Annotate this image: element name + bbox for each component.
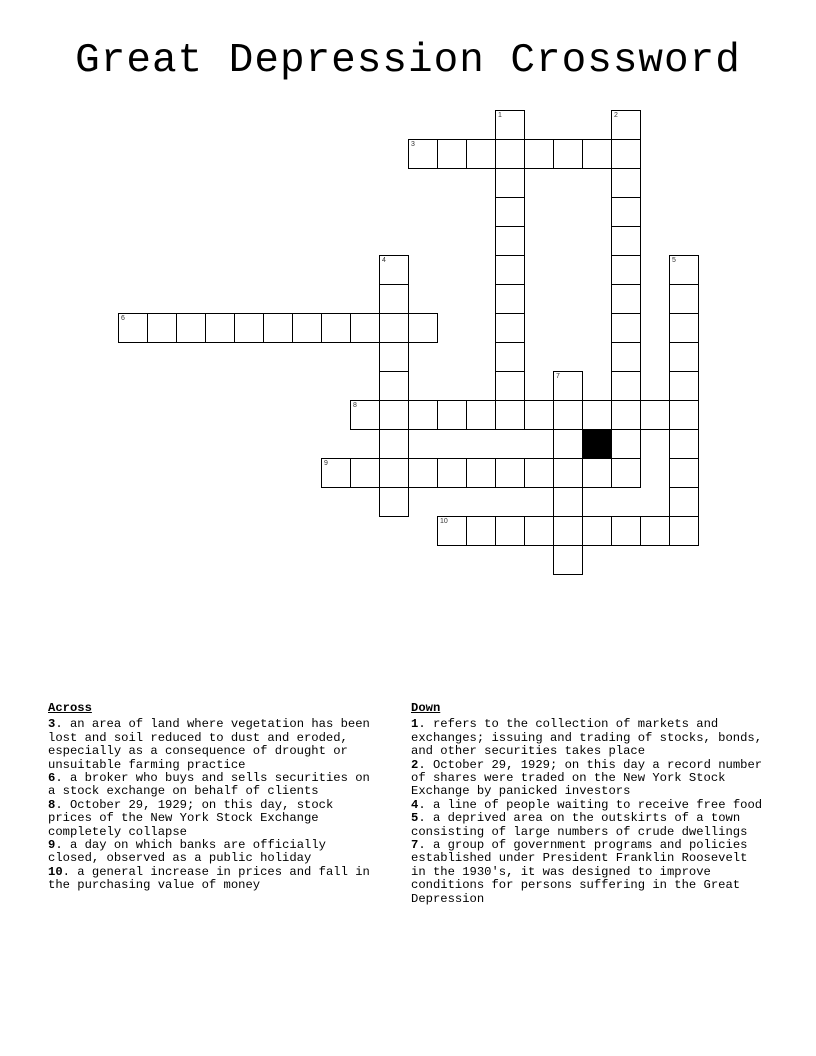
clue-text: an area of land where vegetation has been lost and soil reduced to dust and eroded, especially as a consequence of drought or unsuitable farming practice xyxy=(48,717,370,772)
crossword-cell[interactable] xyxy=(495,400,525,430)
crossword-cell[interactable] xyxy=(582,516,612,546)
crossword-cell[interactable] xyxy=(321,313,351,343)
crossword-cell[interactable] xyxy=(611,284,641,314)
crossword-cell[interactable] xyxy=(350,313,380,343)
crossword-cell[interactable] xyxy=(379,284,409,314)
crossword-cell[interactable] xyxy=(640,516,670,546)
crossword-cell[interactable] xyxy=(379,429,409,459)
clue-text: a group of government programs and policies established under President Franklin Roosevelt in the 1930's, it was designed to improve conditions for persons suffering in the Great Depression xyxy=(411,838,748,906)
across-clues xyxy=(48,702,383,893)
clue-text: a broker who buys and sells securities on a stock exchange on behalf of clients xyxy=(48,771,370,799)
down-clue: 5. a deprived area on the outskirts of a town consisting of large numbers of crude dwellings xyxy=(411,811,748,839)
clue-text: refers to the collection of markets and exchanges; issuing and trading of stocks, bonds, and other securities takes place xyxy=(411,717,763,759)
clue-text: a general increase in prices and fall in the purchasing value of money xyxy=(48,864,370,893)
page-title: Great Depression Crossword xyxy=(75,38,741,84)
clue-number: 4 xyxy=(411,797,419,812)
crossword-cell[interactable] xyxy=(408,313,438,343)
crossword-cell[interactable] xyxy=(495,342,525,372)
crossword-cell[interactable] xyxy=(669,429,699,459)
crossword-cell[interactable] xyxy=(495,226,525,256)
crossword-cell[interactable] xyxy=(553,545,583,575)
crossword-cell[interactable] xyxy=(495,110,525,140)
across-clue: 6. a broker who buys and sells securities on a stock exchange on behalf of clients xyxy=(48,771,370,799)
cell-number: 8 xyxy=(353,402,357,409)
crossword-cell[interactable] xyxy=(669,458,699,488)
down-clue: 7. a group of government programs and policies established under President Franklin Roosevelt in the 1930's, it was designed to improve conditions for persons suffering in the Great Depression xyxy=(411,838,748,906)
across-clue-list xyxy=(48,718,383,892)
crossword-cell[interactable] xyxy=(495,168,525,198)
crossword-cell[interactable] xyxy=(611,313,641,343)
cell-number: 5 xyxy=(672,257,676,264)
crossword-cell[interactable] xyxy=(553,400,583,430)
crossword-cell[interactable] xyxy=(611,139,641,169)
cell-number: 10 xyxy=(440,518,448,525)
clue-number: 7 xyxy=(411,838,419,853)
crossword-cell[interactable] xyxy=(495,139,525,169)
crossword-cell[interactable] xyxy=(234,313,264,343)
clue-number: 10 xyxy=(48,864,63,879)
crossword-cell[interactable] xyxy=(466,516,496,546)
crossword-cell[interactable] xyxy=(205,313,235,343)
crossword-cell[interactable] xyxy=(553,139,583,169)
crossword-cell[interactable] xyxy=(118,313,148,343)
crossword-cell[interactable] xyxy=(582,400,612,430)
crossword-cell[interactable] xyxy=(495,197,525,227)
crossword-cell[interactable] xyxy=(437,139,467,169)
crossword-cell[interactable] xyxy=(379,400,409,430)
clue-number: 5 xyxy=(411,811,419,826)
crossword-cell[interactable] xyxy=(437,516,467,546)
crossword-cell[interactable] xyxy=(466,139,496,169)
crossword-cell[interactable] xyxy=(437,458,467,488)
crossword-cell[interactable] xyxy=(669,371,699,401)
crossword-cell[interactable] xyxy=(379,371,409,401)
crossword-cell[interactable] xyxy=(466,458,496,488)
crossword-cell[interactable] xyxy=(669,400,699,430)
shaded-square xyxy=(582,429,612,459)
cell-number: 4 xyxy=(382,257,386,264)
crossword-cell[interactable] xyxy=(524,139,554,169)
crossword-cell[interactable] xyxy=(495,284,525,314)
down-clues xyxy=(411,702,763,906)
crossword-cell[interactable] xyxy=(176,313,206,343)
crossword-cell[interactable] xyxy=(611,429,641,459)
crossword-cell[interactable] xyxy=(611,371,641,401)
cell-number: 1 xyxy=(498,112,502,119)
crossword-cell[interactable] xyxy=(524,458,554,488)
clue-number: 9 xyxy=(48,838,56,853)
crossword-cell[interactable] xyxy=(611,342,641,372)
cell-number: 9 xyxy=(324,460,328,467)
clue-text: October 29, 1929; on this day, stock prices of the New York Stock Exchange completely collapse xyxy=(48,797,334,839)
clue-number: 1 xyxy=(411,717,419,732)
crossword-cell[interactable] xyxy=(611,458,641,488)
crossword-cell[interactable] xyxy=(553,487,583,517)
crossword-cell[interactable] xyxy=(379,255,409,285)
crossword-cell[interactable] xyxy=(495,516,525,546)
crossword-cell[interactable] xyxy=(292,313,322,343)
crossword-cell[interactable] xyxy=(553,429,583,459)
crossword-cell[interactable] xyxy=(582,139,612,169)
crossword-cell[interactable] xyxy=(408,400,438,430)
cell-number: 2 xyxy=(614,112,618,119)
clue-number: 6 xyxy=(48,771,56,786)
crossword-cell[interactable] xyxy=(495,371,525,401)
clue-text: October 29, 1929; on this day a record number of shares were traded on the New York Stock Exchange by panicked investors xyxy=(411,757,763,799)
crossword-cell[interactable] xyxy=(408,458,438,488)
crossword-cell[interactable] xyxy=(350,458,380,488)
crossword-cell[interactable] xyxy=(611,516,641,546)
crossword-cell[interactable] xyxy=(669,313,699,343)
down-clue-list xyxy=(411,718,763,906)
crossword-cell[interactable] xyxy=(408,139,438,169)
crossword-cell[interactable] xyxy=(553,371,583,401)
crossword-cell[interactable] xyxy=(379,313,409,343)
crossword-cell[interactable] xyxy=(582,458,612,488)
across-clue: 8. October 29, 1929; on this day, stock prices of the New York Stock Exchange completely collapse xyxy=(48,797,334,839)
crossword-cell[interactable] xyxy=(350,400,380,430)
across-heading: Across xyxy=(48,701,92,715)
crossword-cell[interactable] xyxy=(379,342,409,372)
clue-number: 8 xyxy=(48,797,56,812)
crossword-cell[interactable] xyxy=(495,313,525,343)
crossword-cell[interactable] xyxy=(669,284,699,314)
crossword-cell[interactable] xyxy=(611,110,641,140)
down-clue: 4. a line of people waiting to receive free food xyxy=(411,797,763,812)
crossword-cell[interactable] xyxy=(611,400,641,430)
crossword-cell[interactable] xyxy=(669,516,699,546)
crossword-cell[interactable] xyxy=(611,168,641,198)
across-clue: 9. a day on which banks are officially closed, observed as a public holiday xyxy=(48,838,326,866)
crossword-cell[interactable] xyxy=(379,458,409,488)
crossword-cell[interactable] xyxy=(263,313,293,343)
clue-number: 2 xyxy=(411,757,419,772)
crossword-cell[interactable] xyxy=(321,458,351,488)
crossword-cell[interactable] xyxy=(379,487,409,517)
crossword-cell[interactable] xyxy=(611,197,641,227)
across-clue: 3. an area of land where vegetation has been lost and soil reduced to dust and eroded, especially as a consequence of drought or unsuitable farming practice xyxy=(48,717,370,772)
crossword-cell[interactable] xyxy=(437,400,467,430)
cell-number: 7 xyxy=(556,373,560,380)
down-clue: 1. refers to the collection of markets and exchanges; issuing and trading of stocks, bonds, and other securities takes place xyxy=(411,717,763,759)
cell-number: 6 xyxy=(121,315,125,322)
crossword-cell[interactable] xyxy=(611,255,641,285)
crossword-cell[interactable] xyxy=(495,458,525,488)
down-clue: 2. October 29, 1929; on this day a record number of shares were traded on the New York Stock Exchange by panicked investors xyxy=(411,757,763,799)
clue-text: a day on which banks are officially closed, observed as a public holiday xyxy=(48,838,326,866)
clue-text: a deprived area on the outskirts of a town consisting of large numbers of crude dwellings xyxy=(411,811,748,839)
crossword-cell[interactable] xyxy=(466,400,496,430)
crossword-cell[interactable] xyxy=(524,400,554,430)
crossword-cell[interactable] xyxy=(669,255,699,285)
crossword-cell[interactable] xyxy=(611,226,641,256)
crossword-cell[interactable] xyxy=(147,313,177,343)
crossword-cell[interactable] xyxy=(669,487,699,517)
crossword-cell[interactable] xyxy=(669,342,699,372)
down-heading: Down xyxy=(411,701,441,715)
crossword-cell[interactable] xyxy=(640,400,670,430)
crossword-cell[interactable] xyxy=(553,516,583,546)
cell-number: 3 xyxy=(411,141,415,148)
crossword-cell[interactable] xyxy=(524,516,554,546)
clue-text: a line of people waiting to receive free food xyxy=(432,797,763,812)
crossword-cell[interactable] xyxy=(553,458,583,488)
crossword-cell[interactable] xyxy=(495,255,525,285)
across-clue: 10. a general increase in prices and fall in the purchasing value of money xyxy=(48,864,370,893)
clue-number: 3 xyxy=(48,717,56,732)
